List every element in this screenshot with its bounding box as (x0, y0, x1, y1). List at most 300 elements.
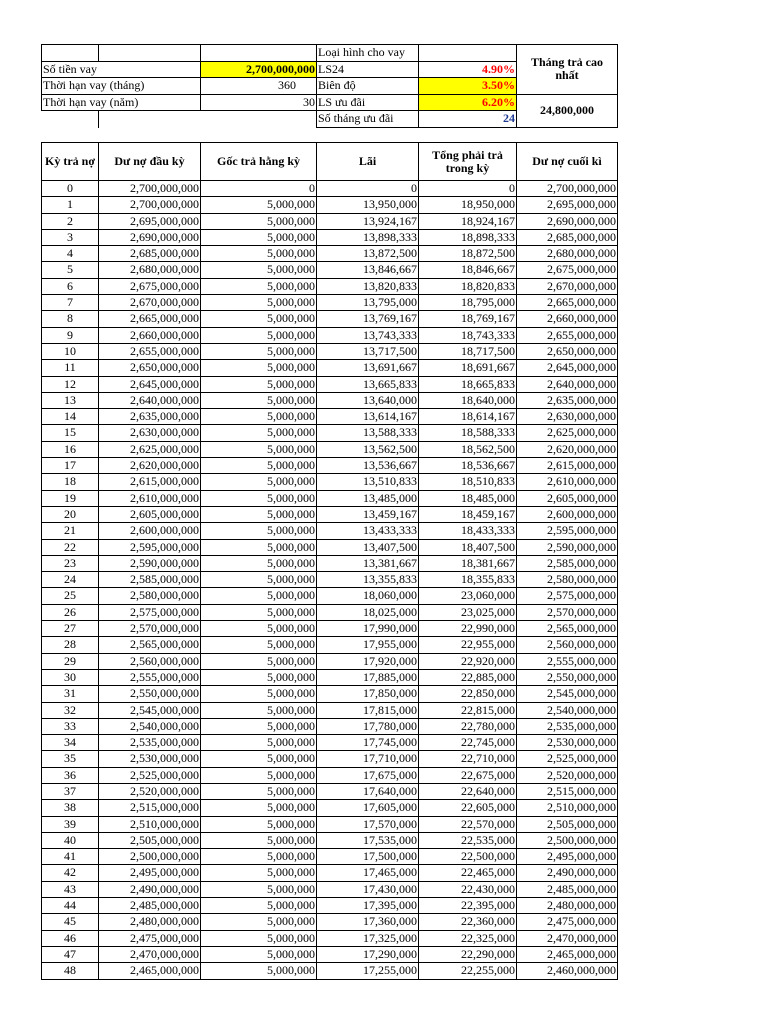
interest-cell: 17,535,000 (317, 832, 419, 848)
period-cell: 18 (42, 474, 99, 490)
period-cell: 27 (42, 621, 99, 637)
interest-cell: 17,395,000 (317, 898, 419, 914)
total-payment-cell: 18,536,667 (419, 458, 517, 474)
opening-balance-cell: 2,590,000,000 (99, 555, 201, 571)
period-cell: 24 (42, 572, 99, 588)
margin-value[interactable]: 3.50% (419, 78, 517, 95)
period-cell: 3 (42, 229, 99, 245)
opening-balance-cell: 2,505,000,000 (99, 832, 201, 848)
interest-cell: 13,691,667 (317, 360, 419, 376)
opening-balance-cell: 2,540,000,000 (99, 718, 201, 734)
opening-balance-cell: 2,610,000,000 (99, 490, 201, 506)
principal-cell: 5,000,000 (201, 800, 317, 816)
period-cell: 5 (42, 262, 99, 278)
loan-type-label: Loại hình cho vay (317, 45, 419, 62)
table-row (42, 898, 618, 914)
repayment-schedule-table (41, 142, 618, 980)
total-payment-cell: 18,795,000 (419, 295, 517, 311)
opening-balance-cell: 2,650,000,000 (99, 360, 201, 376)
interest-cell: 13,872,500 (317, 246, 419, 262)
principal-cell: 5,000,000 (201, 653, 317, 669)
principal-cell: 5,000,000 (201, 474, 317, 490)
principal-cell: 5,000,000 (201, 669, 317, 685)
opening-balance-cell: 2,530,000,000 (99, 751, 201, 767)
principal-cell: 0 (201, 181, 317, 197)
period-cell: 6 (42, 278, 99, 294)
promo-rate-label: LS ưu đãi (317, 94, 419, 111)
closing-balance-cell: 2,515,000,000 (517, 783, 618, 799)
table-row (42, 849, 618, 865)
opening-balance-cell: 2,595,000,000 (99, 539, 201, 555)
period-cell: 47 (42, 946, 99, 962)
closing-balance-cell: 2,470,000,000 (517, 930, 618, 946)
period-cell: 22 (42, 539, 99, 555)
period-cell: 28 (42, 637, 99, 653)
loan-amount-label: Số tiền vay (42, 61, 201, 78)
max-payment-label: Tháng trả cao nhất (517, 45, 618, 95)
closing-balance-cell: 2,570,000,000 (517, 604, 618, 620)
opening-balance-cell: 2,565,000,000 (99, 637, 201, 653)
table-row (42, 621, 618, 637)
interest-cell: 13,665,833 (317, 376, 419, 392)
principal-cell: 5,000,000 (201, 735, 317, 751)
closing-balance-cell: 2,460,000,000 (517, 963, 618, 979)
principal-cell: 5,000,000 (201, 343, 317, 359)
total-payment-cell: 18,665,833 (419, 376, 517, 392)
principal-cell: 5,000,000 (201, 832, 317, 848)
interest-cell: 17,675,000 (317, 767, 419, 783)
opening-balance-cell: 2,620,000,000 (99, 458, 201, 474)
principal-cell: 5,000,000 (201, 702, 317, 718)
closing-balance-cell: 2,645,000,000 (517, 360, 618, 376)
opening-balance-cell: 2,580,000,000 (99, 588, 201, 604)
period-cell: 34 (42, 735, 99, 751)
opening-balance-cell: 2,660,000,000 (99, 327, 201, 343)
opening-balance-cell: 2,605,000,000 (99, 506, 201, 522)
closing-balance-cell: 2,465,000,000 (517, 946, 618, 962)
period-cell: 37 (42, 783, 99, 799)
closing-balance-cell: 2,585,000,000 (517, 555, 618, 571)
principal-cell: 5,000,000 (201, 751, 317, 767)
table-row (42, 181, 618, 197)
principal-cell: 5,000,000 (201, 930, 317, 946)
opening-balance-cell: 2,575,000,000 (99, 604, 201, 620)
header-total-payment: Tổng phải trả trong kỳ (419, 143, 517, 181)
table-row (42, 213, 618, 229)
interest-cell: 13,846,667 (317, 262, 419, 278)
total-payment-cell: 18,898,333 (419, 229, 517, 245)
total-payment-cell: 22,955,000 (419, 637, 517, 653)
total-payment-cell: 22,675,000 (419, 767, 517, 783)
closing-balance-cell: 2,550,000,000 (517, 669, 618, 685)
period-cell: 17 (42, 458, 99, 474)
total-payment-cell: 18,769,167 (419, 311, 517, 327)
closing-balance-cell: 2,485,000,000 (517, 881, 618, 897)
period-cell: 0 (42, 181, 99, 197)
opening-balance-cell: 2,470,000,000 (99, 946, 201, 962)
closing-balance-cell: 2,675,000,000 (517, 262, 618, 278)
total-payment-cell: 22,255,000 (419, 963, 517, 979)
interest-cell: 13,510,833 (317, 474, 419, 490)
principal-cell: 5,000,000 (201, 767, 317, 783)
interest-cell: 18,025,000 (317, 604, 419, 620)
opening-balance-cell: 2,560,000,000 (99, 653, 201, 669)
principal-cell: 5,000,000 (201, 816, 317, 832)
principal-cell: 5,000,000 (201, 327, 317, 343)
total-payment-cell: 18,459,167 (419, 506, 517, 522)
interest-cell: 13,743,333 (317, 327, 419, 343)
total-payment-cell: 22,780,000 (419, 718, 517, 734)
principal-cell: 5,000,000 (201, 441, 317, 457)
table-row (42, 376, 618, 392)
total-payment-cell: 18,588,333 (419, 425, 517, 441)
closing-balance-cell: 2,620,000,000 (517, 441, 618, 457)
ls24-label: LS24 (317, 61, 419, 78)
interest-cell: 13,381,667 (317, 555, 419, 571)
period-cell: 13 (42, 392, 99, 408)
header-closing-balance: Dư nợ cuối kì (517, 143, 618, 181)
interest-cell: 13,717,500 (317, 343, 419, 359)
total-payment-cell: 18,640,000 (419, 392, 517, 408)
interest-cell: 17,990,000 (317, 621, 419, 637)
closing-balance-cell: 2,670,000,000 (517, 278, 618, 294)
interest-cell: 13,640,000 (317, 392, 419, 408)
principal-cell: 5,000,000 (201, 295, 317, 311)
term-years-value[interactable]: 30 (201, 94, 317, 111)
table-row (42, 197, 618, 213)
closing-balance-cell: 2,600,000,000 (517, 506, 618, 522)
header-opening-balance: Dư nợ đầu kỳ (99, 143, 201, 181)
opening-balance-cell: 2,635,000,000 (99, 409, 201, 425)
total-payment-cell: 18,433,333 (419, 523, 517, 539)
opening-balance-cell: 2,520,000,000 (99, 783, 201, 799)
principal-cell: 5,000,000 (201, 392, 317, 408)
period-cell: 29 (42, 653, 99, 669)
closing-balance-cell: 2,500,000,000 (517, 832, 618, 848)
period-cell: 36 (42, 767, 99, 783)
interest-cell: 0 (317, 181, 419, 197)
principal-cell: 5,000,000 (201, 523, 317, 539)
interest-cell: 13,459,167 (317, 506, 419, 522)
opening-balance-cell: 2,685,000,000 (99, 246, 201, 262)
closing-balance-cell: 2,565,000,000 (517, 621, 618, 637)
closing-balance-cell: 2,490,000,000 (517, 865, 618, 881)
table-row (42, 686, 618, 702)
opening-balance-cell: 2,495,000,000 (99, 865, 201, 881)
principal-cell: 5,000,000 (201, 718, 317, 734)
closing-balance-cell: 2,630,000,000 (517, 409, 618, 425)
opening-balance-cell: 2,670,000,000 (99, 295, 201, 311)
closing-balance-cell: 2,575,000,000 (517, 588, 618, 604)
opening-balance-cell: 2,555,000,000 (99, 669, 201, 685)
table-row (42, 653, 618, 669)
opening-balance-cell: 2,485,000,000 (99, 898, 201, 914)
period-cell: 23 (42, 555, 99, 571)
total-payment-cell: 22,745,000 (419, 735, 517, 751)
closing-balance-cell: 2,610,000,000 (517, 474, 618, 490)
interest-cell: 13,769,167 (317, 311, 419, 327)
margin-label: Biên độ (317, 78, 419, 95)
principal-cell: 5,000,000 (201, 458, 317, 474)
principal-cell: 5,000,000 (201, 213, 317, 229)
total-payment-cell: 18,691,667 (419, 360, 517, 376)
closing-balance-cell: 2,480,000,000 (517, 898, 618, 914)
table-row (42, 409, 618, 425)
closing-balance-cell: 2,655,000,000 (517, 327, 618, 343)
interest-cell: 17,745,000 (317, 735, 419, 751)
table-row (42, 490, 618, 506)
closing-balance-cell: 2,545,000,000 (517, 686, 618, 702)
interest-cell: 17,640,000 (317, 783, 419, 799)
closing-balance-cell: 2,685,000,000 (517, 229, 618, 245)
total-payment-cell: 22,815,000 (419, 702, 517, 718)
opening-balance-cell: 2,655,000,000 (99, 343, 201, 359)
interest-cell: 17,850,000 (317, 686, 419, 702)
closing-balance-cell: 2,510,000,000 (517, 800, 618, 816)
total-payment-cell: 22,325,000 (419, 930, 517, 946)
total-payment-cell: 22,500,000 (419, 849, 517, 865)
total-payment-cell: 22,535,000 (419, 832, 517, 848)
closing-balance-cell: 2,680,000,000 (517, 246, 618, 262)
closing-balance-cell: 2,605,000,000 (517, 490, 618, 506)
closing-balance-cell: 2,625,000,000 (517, 425, 618, 441)
header-principal: Gốc trả hằng kỳ (201, 143, 317, 181)
summary-blank-cell (201, 45, 317, 62)
opening-balance-cell: 2,535,000,000 (99, 735, 201, 751)
period-cell: 2 (42, 213, 99, 229)
period-cell: 33 (42, 718, 99, 734)
principal-cell: 5,000,000 (201, 229, 317, 245)
interest-cell: 13,795,000 (317, 295, 419, 311)
principal-cell: 5,000,000 (201, 588, 317, 604)
summary-blank-cell (99, 111, 201, 128)
total-payment-cell: 18,510,833 (419, 474, 517, 490)
table-row (42, 327, 618, 343)
interest-cell: 13,588,333 (317, 425, 419, 441)
opening-balance-cell: 2,675,000,000 (99, 278, 201, 294)
period-cell: 43 (42, 881, 99, 897)
loan-amount-value[interactable]: 2,700,000,000 (201, 61, 317, 78)
closing-balance-cell: 2,535,000,000 (517, 718, 618, 734)
interest-cell: 17,815,000 (317, 702, 419, 718)
table-row (42, 295, 618, 311)
closing-balance-cell: 2,580,000,000 (517, 572, 618, 588)
total-payment-cell: 22,570,000 (419, 816, 517, 832)
total-payment-cell: 18,820,833 (419, 278, 517, 294)
closing-balance-cell: 2,635,000,000 (517, 392, 618, 408)
table-row (42, 800, 618, 816)
opening-balance-cell: 2,480,000,000 (99, 914, 201, 930)
principal-cell: 5,000,000 (201, 376, 317, 392)
closing-balance-cell: 2,640,000,000 (517, 376, 618, 392)
interest-cell: 13,355,833 (317, 572, 419, 588)
interest-cell: 17,920,000 (317, 653, 419, 669)
interest-cell: 13,924,167 (317, 213, 419, 229)
principal-cell: 5,000,000 (201, 278, 317, 294)
table-row (42, 637, 618, 653)
header-interest: Lãi (317, 143, 419, 181)
principal-cell: 5,000,000 (201, 246, 317, 262)
table-row (42, 572, 618, 588)
period-cell: 42 (42, 865, 99, 881)
interest-cell: 13,433,333 (317, 523, 419, 539)
interest-cell: 13,562,500 (317, 441, 419, 457)
period-cell: 38 (42, 800, 99, 816)
principal-cell: 5,000,000 (201, 490, 317, 506)
closing-balance-cell: 2,530,000,000 (517, 735, 618, 751)
closing-balance-cell: 2,520,000,000 (517, 767, 618, 783)
principal-cell: 5,000,000 (201, 637, 317, 653)
period-cell: 14 (42, 409, 99, 425)
total-payment-cell: 23,025,000 (419, 604, 517, 620)
closing-balance-cell: 2,495,000,000 (517, 849, 618, 865)
opening-balance-cell: 2,695,000,000 (99, 213, 201, 229)
closing-balance-cell: 2,695,000,000 (517, 197, 618, 213)
period-cell: 16 (42, 441, 99, 457)
interest-cell: 17,780,000 (317, 718, 419, 734)
summary-blank-cell (201, 111, 317, 128)
table-row (42, 555, 618, 571)
interest-cell: 13,898,333 (317, 229, 419, 245)
interest-cell: 17,955,000 (317, 637, 419, 653)
table-row (42, 604, 618, 620)
period-cell: 12 (42, 376, 99, 392)
period-cell: 35 (42, 751, 99, 767)
period-cell: 31 (42, 686, 99, 702)
opening-balance-cell: 2,545,000,000 (99, 702, 201, 718)
closing-balance-cell: 2,560,000,000 (517, 637, 618, 653)
total-payment-cell: 22,360,000 (419, 914, 517, 930)
table-row (42, 832, 618, 848)
table-row (42, 425, 618, 441)
interest-cell: 17,605,000 (317, 800, 419, 816)
principal-cell: 5,000,000 (201, 604, 317, 620)
table-row (42, 539, 618, 555)
closing-balance-cell: 2,595,000,000 (517, 523, 618, 539)
total-payment-cell: 18,743,333 (419, 327, 517, 343)
opening-balance-cell: 2,625,000,000 (99, 441, 201, 457)
period-cell: 40 (42, 832, 99, 848)
closing-balance-cell: 2,505,000,000 (517, 816, 618, 832)
total-payment-cell: 23,060,000 (419, 588, 517, 604)
interest-cell: 17,570,000 (317, 816, 419, 832)
table-row (42, 669, 618, 685)
total-payment-cell: 18,355,833 (419, 572, 517, 588)
interest-cell: 17,255,000 (317, 963, 419, 979)
table-row (42, 311, 618, 327)
total-payment-cell: 22,290,000 (419, 946, 517, 962)
promo-months-label: Số tháng ưu đãi (317, 111, 419, 128)
principal-cell: 5,000,000 (201, 963, 317, 979)
table-row (42, 474, 618, 490)
total-payment-cell: 22,990,000 (419, 621, 517, 637)
period-cell: 4 (42, 246, 99, 262)
opening-balance-cell: 2,700,000,000 (99, 181, 201, 197)
term-months-value[interactable]: 360 (201, 78, 317, 95)
closing-balance-cell: 2,590,000,000 (517, 539, 618, 555)
principal-cell: 5,000,000 (201, 262, 317, 278)
summary-blank-cell (42, 45, 99, 62)
table-row (42, 963, 618, 979)
total-payment-cell: 18,872,500 (419, 246, 517, 262)
total-payment-cell: 18,950,000 (419, 197, 517, 213)
total-payment-cell: 22,885,000 (419, 669, 517, 685)
total-payment-cell: 22,605,000 (419, 800, 517, 816)
table-row (42, 702, 618, 718)
interest-cell: 13,614,167 (317, 409, 419, 425)
period-cell: 32 (42, 702, 99, 718)
period-cell: 25 (42, 588, 99, 604)
principal-cell: 5,000,000 (201, 946, 317, 962)
term-years-label: Thời hạn vay (năm) (42, 94, 201, 111)
closing-balance-cell: 2,475,000,000 (517, 914, 618, 930)
table-row (42, 914, 618, 930)
table-row (42, 735, 618, 751)
schedule-body (42, 181, 618, 980)
total-payment-cell: 22,920,000 (419, 653, 517, 669)
principal-cell: 5,000,000 (201, 311, 317, 327)
table-row (42, 458, 618, 474)
period-cell: 20 (42, 506, 99, 522)
summary-blank-cell (419, 45, 517, 62)
principal-cell: 5,000,000 (201, 849, 317, 865)
promo-rate-value[interactable]: 6.20% (419, 94, 517, 111)
loan-summary-table (41, 44, 618, 128)
ls24-value[interactable]: 4.90% (419, 61, 517, 78)
period-cell: 11 (42, 360, 99, 376)
table-row (42, 783, 618, 799)
opening-balance-cell: 2,515,000,000 (99, 800, 201, 816)
total-payment-cell: 18,614,167 (419, 409, 517, 425)
promo-months-value[interactable]: 24 (419, 111, 517, 128)
interest-cell: 13,820,833 (317, 278, 419, 294)
principal-cell: 5,000,000 (201, 686, 317, 702)
opening-balance-cell: 2,600,000,000 (99, 523, 201, 539)
opening-balance-cell: 2,585,000,000 (99, 572, 201, 588)
opening-balance-cell: 2,465,000,000 (99, 963, 201, 979)
table-row (42, 360, 618, 376)
total-payment-cell: 22,430,000 (419, 881, 517, 897)
table-row (42, 816, 618, 832)
period-cell: 46 (42, 930, 99, 946)
interest-cell: 17,465,000 (317, 865, 419, 881)
principal-cell: 5,000,000 (201, 783, 317, 799)
total-payment-cell: 18,381,667 (419, 555, 517, 571)
closing-balance-cell: 2,615,000,000 (517, 458, 618, 474)
principal-cell: 5,000,000 (201, 555, 317, 571)
period-cell: 7 (42, 295, 99, 311)
table-row (42, 865, 618, 881)
header-period: Kỳ trả nợ (42, 143, 99, 181)
interest-cell: 17,500,000 (317, 849, 419, 865)
period-cell: 15 (42, 425, 99, 441)
table-row (42, 523, 618, 539)
opening-balance-cell: 2,680,000,000 (99, 262, 201, 278)
total-payment-cell: 18,717,500 (419, 343, 517, 359)
table-row (42, 946, 618, 962)
table-row (42, 229, 618, 245)
period-cell: 45 (42, 914, 99, 930)
closing-balance-cell: 2,700,000,000 (517, 181, 618, 197)
period-cell: 9 (42, 327, 99, 343)
table-row (42, 506, 618, 522)
table-row (42, 930, 618, 946)
opening-balance-cell: 2,550,000,000 (99, 686, 201, 702)
opening-balance-cell: 2,490,000,000 (99, 881, 201, 897)
table-row (42, 246, 618, 262)
interest-cell: 17,710,000 (317, 751, 419, 767)
table-row (42, 278, 618, 294)
